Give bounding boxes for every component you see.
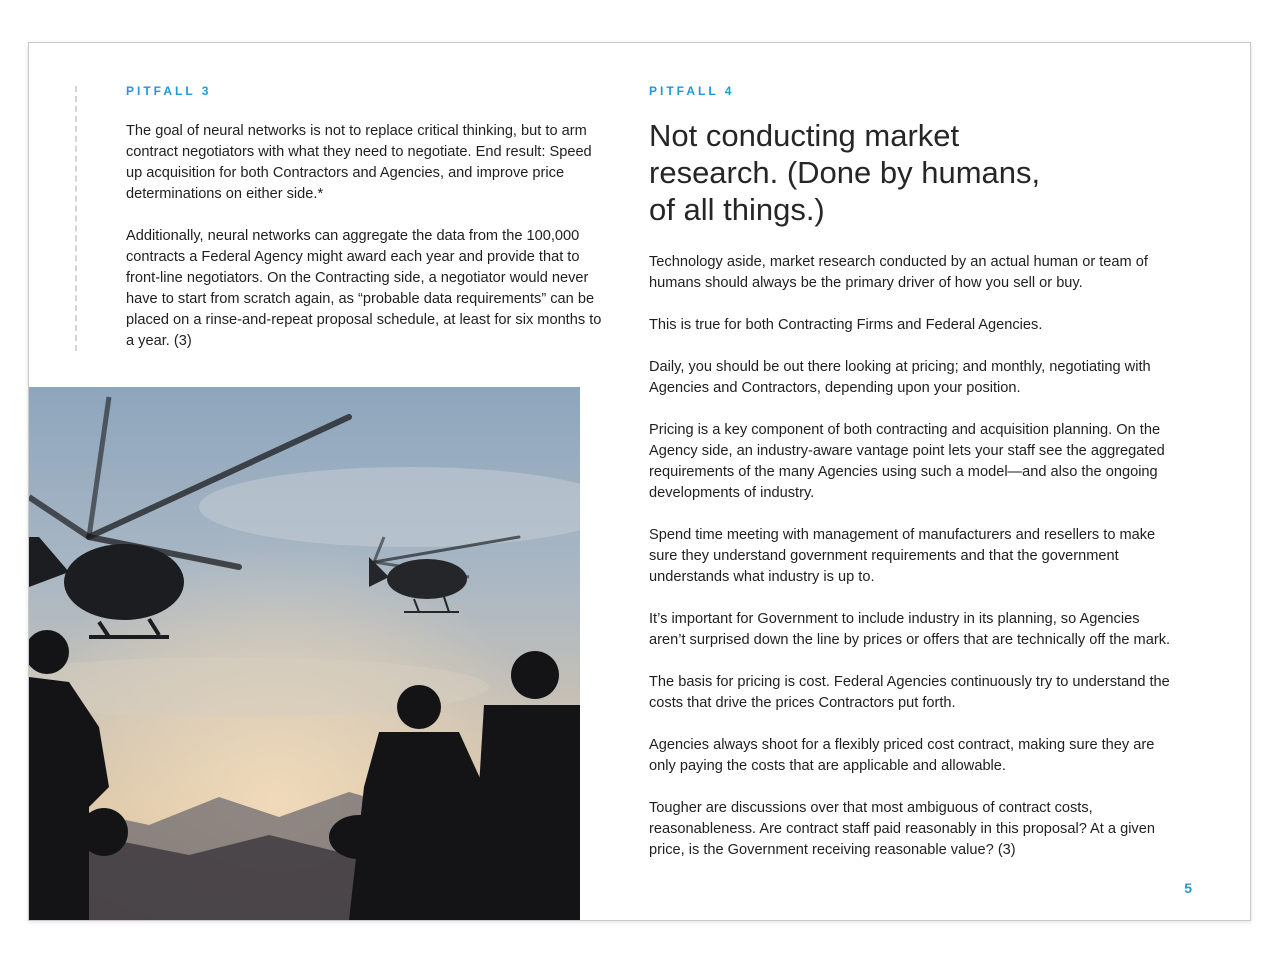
pitfall-4-body [649,252,1173,882]
pitfall-4-kicker: PITFALL 4 [649,84,735,98]
pitfall-3-paragraph: Additionally, neural networks can aggregate the data from the 100,000 contracts a Federal Agency might award each year and provide that to front-line negotiators. On the Contracting side, a negotiator would never have to start from scratch again, as “probable data requirements” can be placed on a rinse-and-repeat proposal schedule, at least for six months to a year. (3) [126,228,602,349]
pitfall-4-paragraph: Spend time meeting with management of manufacturers and resellers to make sure they understand government requirements and that the government understands what industry is up to. [649,527,1156,585]
pitfall-4-paragraph: Agencies always shoot for a flexibly priced cost contract, making sure they are only paying the costs that are applicable and allowable. [649,737,1155,774]
helicopter-soldiers-silhouette-photo [29,387,580,920]
pitfall-4-paragraph: The basis for pricing is cost. Federal Agencies continuously try to understand the costs that drive the prices Contractors put forth. [649,674,1170,711]
pitfall-3-paragraph: The goal of neural networks is not to replace critical thinking, but to arm contract negotiators with what they need to negotiate. End result: Speed up acquisition for both Contractors and Agencies, and improve price determinations on either side.* [126,123,592,202]
page-number: 5 [1184,880,1192,896]
pitfall-3-kicker: PITFALL 3 [126,84,212,98]
pitfall-4-paragraph: It’s important for Government to include industry in its planning, so Agencies aren’t surprised down the line by prices or offers that are technically off the mark. [649,611,1171,648]
headline-line: research. (Done by humans, [649,155,1041,190]
dashed-divider [75,86,77,351]
pitfall-4-paragraph: This is true for both Contracting Firms and Federal Agencies. [649,317,1043,333]
helicopter-soldiers-photo [29,387,580,920]
pitfall-4-paragraph: Tougher are discussions over that most ambiguous of contract costs, reasonableness. Are contract staff paid reasonably in this proposal? At a given price, is the Government receiving reasonable value? (3) [649,800,1155,858]
pitfall-4-paragraph: Technology aside, market research conducted by an actual human or team of humans should always be the primary driver of how you sell or buy. [649,254,1148,291]
pitfall-4-paragraph: Pricing is a key component of both contracting and acquisition planning. On the Agency side, an industry-aware vantage point lets your staff see the aggregated requirements of the many Agencies using such a model—and also the ongoing developments of industry. [649,422,1165,501]
headline-line: of all things.) [649,192,825,227]
pitfall-4-headline [649,117,1069,228]
pitfall-4-paragraph: Daily, you should be out there looking at pricing; and monthly, negotiating with Agencies and Contractors, depending upon your position. [649,359,1151,396]
pitfall-3-body [126,121,604,373]
headline-line: Not conducting market [649,118,960,153]
brochure-page [28,42,1251,921]
